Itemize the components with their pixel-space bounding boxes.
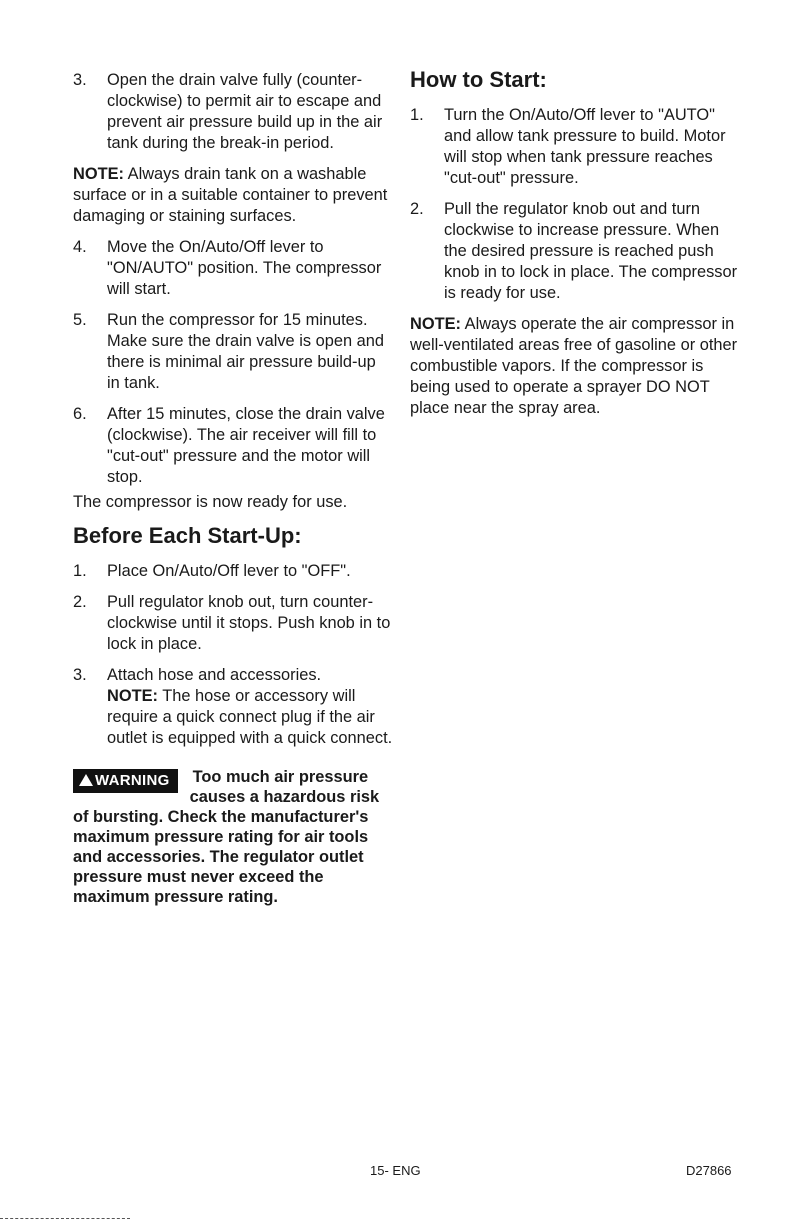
item-text: Pull the regulator knob out and turn clockwise to increase pressure. When the desired pressure is reached push knob in to lock in place. The compressor is ready for use. [444, 200, 738, 302]
note-text: Always operate the air compressor in well-ventilated areas free of gasoline or other combustible vapors. If the compressor is being used to operate a sprayer DO NOT place near the spray area. [410, 315, 738, 417]
note-ventilation [410, 314, 740, 419]
item-number: 1. [410, 106, 424, 124]
item-number: 3. [73, 666, 87, 684]
item-text: Move the On/Auto/Off lever to "ON/AUTO" position. The compressor will start. [107, 238, 382, 298]
item-number: 4. [73, 238, 87, 256]
list-item [73, 592, 393, 655]
list-item [73, 70, 393, 154]
left-column [73, 70, 393, 907]
page-number: 15- ENG [370, 1163, 421, 1178]
warning-badge [73, 769, 178, 793]
note-drain [73, 164, 393, 227]
item-number: 3. [73, 71, 87, 89]
item-number: 2. [73, 593, 87, 611]
item-text: Open the drain valve fully (counter-clockwise) to permit air to escape and prevent air pressure build up in the air tank during the break-in period. [107, 71, 383, 152]
note-label: NOTE: [107, 687, 158, 705]
warning-triangle-icon [79, 774, 93, 786]
warning-head: Too much air pressure causes a [189, 768, 369, 806]
bottom-rule [0, 1218, 130, 1219]
item-number: 2. [410, 200, 424, 218]
note-text: Always drain tank on a washable surface or in a suitable container to prevent damaging or staining surfaces. [73, 165, 388, 225]
item-text: After 15 minutes, close the drain valve (clockwise). The air receiver will fill to "cut-out" pressure and the motor will stop. [107, 405, 385, 486]
list-item [73, 665, 393, 749]
list-item [73, 237, 393, 300]
warning-block [73, 767, 393, 907]
note-label: NOTE: [410, 315, 461, 333]
ready-text: The compressor is now ready for use. [73, 493, 348, 511]
warning-body: hazardous risk of bursting. Check the manufacturer's maximum pressure rating for air tools and accessories. The regulator outlet pressure must never exceed the maximum pressure rating. [73, 788, 380, 906]
item-text: Place On/Auto/Off lever to "OFF". [107, 562, 351, 580]
item-number: 1. [73, 562, 87, 580]
warning-badge-label: WARNING [95, 772, 170, 789]
note-label: NOTE: [73, 165, 124, 183]
list-item [73, 404, 393, 488]
section-heading-how-to-start: How to Start: [410, 67, 547, 92]
item-text: Run the compressor for 15 minutes. Make sure the drain valve is open and there is minimal air pressure build-up in tank. [107, 311, 384, 392]
note-text: The hose or accessory will require a quick connect plug if the air outlet is equipped with a quick connect. [107, 687, 393, 747]
item-text: Turn the On/Auto/Off lever to "AUTO" and allow tank pressure to build. Motor will stop when tank pressure reaches "cut-out" pressure. [444, 106, 726, 187]
right-column [410, 67, 740, 429]
document-code: D27866 [686, 1163, 732, 1178]
list-item [410, 105, 740, 189]
section-heading-before-start: Before Each Start-Up: [73, 523, 302, 548]
item-number: 6. [73, 405, 87, 423]
item-number: 5. [73, 311, 87, 329]
item-text: Pull regulator knob out, turn counter-clockwise until it stops. Push knob in to lock in place. [107, 593, 391, 653]
list-item [73, 310, 393, 394]
list-item [73, 561, 393, 582]
list-item [410, 199, 740, 304]
item-text: Attach hose and accessories. [107, 666, 322, 684]
